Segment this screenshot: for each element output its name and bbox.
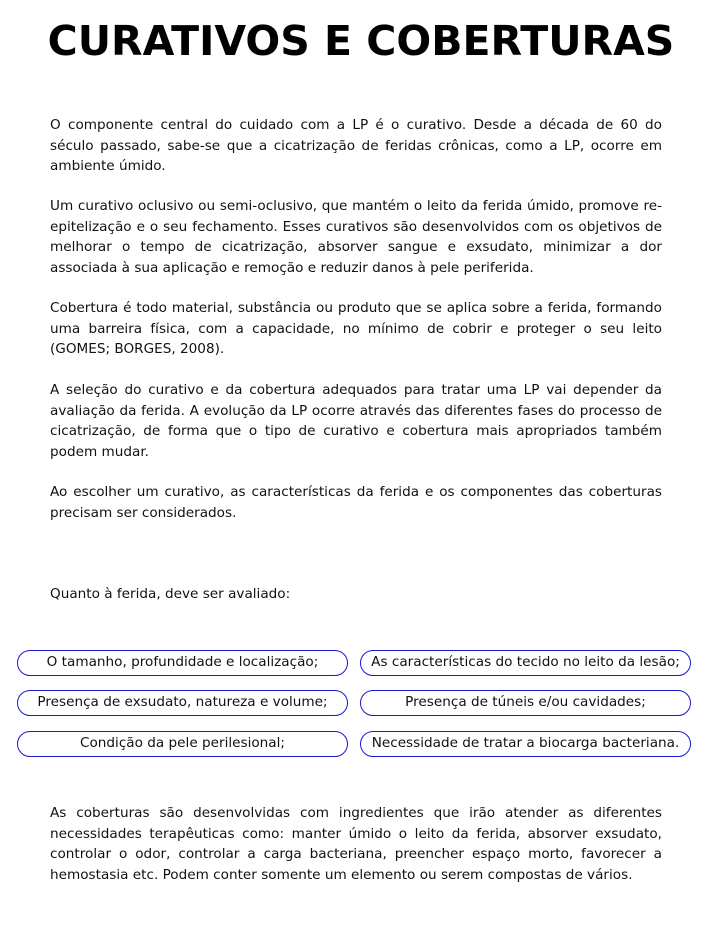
criterion-tunnels-cavities: Presença de túneis e/ou cavidades; [360,690,691,716]
criterion-bacterial-bioburden: Necessidade de tratar a biocarga bacteriana. [360,731,691,757]
page-title: CURATIVOS E COBERTURAS [47,17,675,65]
paragraph-wound-assessment-intro: Quanto à ferida, deve ser avaliado: [50,586,291,602]
paragraph-considerations: Ao escolher um curativo, as características da ferida e os componentes das coberturas precisam ser considerados. [50,484,662,521]
paragraph-occlusive-dressing: Um curativo oclusivo ou semi-oclusivo, que mantém o leito da ferida úmido, promove re-epitelização e o seu fechamento. Esses curativos são desenvolvidos com os objetivos de melhorar o tempo de cicatrização, absorver sangue e exsudato, minimizar a dor associada à sua aplicação e remoção e reduzir danos à pele periferida. [50,198,662,276]
criterion-exudate: Presença de exsudato, natureza e volume; [17,690,348,716]
paragraph-intro: O componente central do cuidado com a LP é o curativo. Desde a década de 60 do século passado, sabe-se que a cicatrização de feridas crônicas, como a LP, ocorre em ambiente úmido. [50,117,662,174]
criterion-tissue-characteristics: As características do tecido no leito da lesão; [360,650,691,676]
paragraph-coverage-ingredients: As coberturas são desenvolvidas com ingredientes que irão atender as diferentes necessidades terapêuticas como: manter úmido o leito da ferida, absorver exsudato, controlar o odor, controlar a carga bacteriana, preencher espaço morto, favorecer a hemostasia etc. Podem conter somente um elemento ou serem compostas de vários. [50,805,662,883]
paragraph-coverage-definition: Cobertura é todo material, substância ou produto que se aplica sobre a ferida, formando uma barreira física, com a capacidade, no mínimo de cobrir e proteger o seu leito (GOMES; BORGES, 2008). [50,300,662,357]
criterion-perilesional-skin: Condição da pele perilesional; [17,731,348,757]
criterion-size-depth-location: O tamanho, profundidade e localização; [17,650,348,676]
paragraph-selection: A seleção do curativo e da cobertura adequados para tratar uma LP vai depender da avaliação da ferida. A evolução da LP ocorre através das diferentes fases do processo de cicatrização, de forma que o tipo de curativo e cobertura mais apropriados também podem mudar. [50,382,662,460]
